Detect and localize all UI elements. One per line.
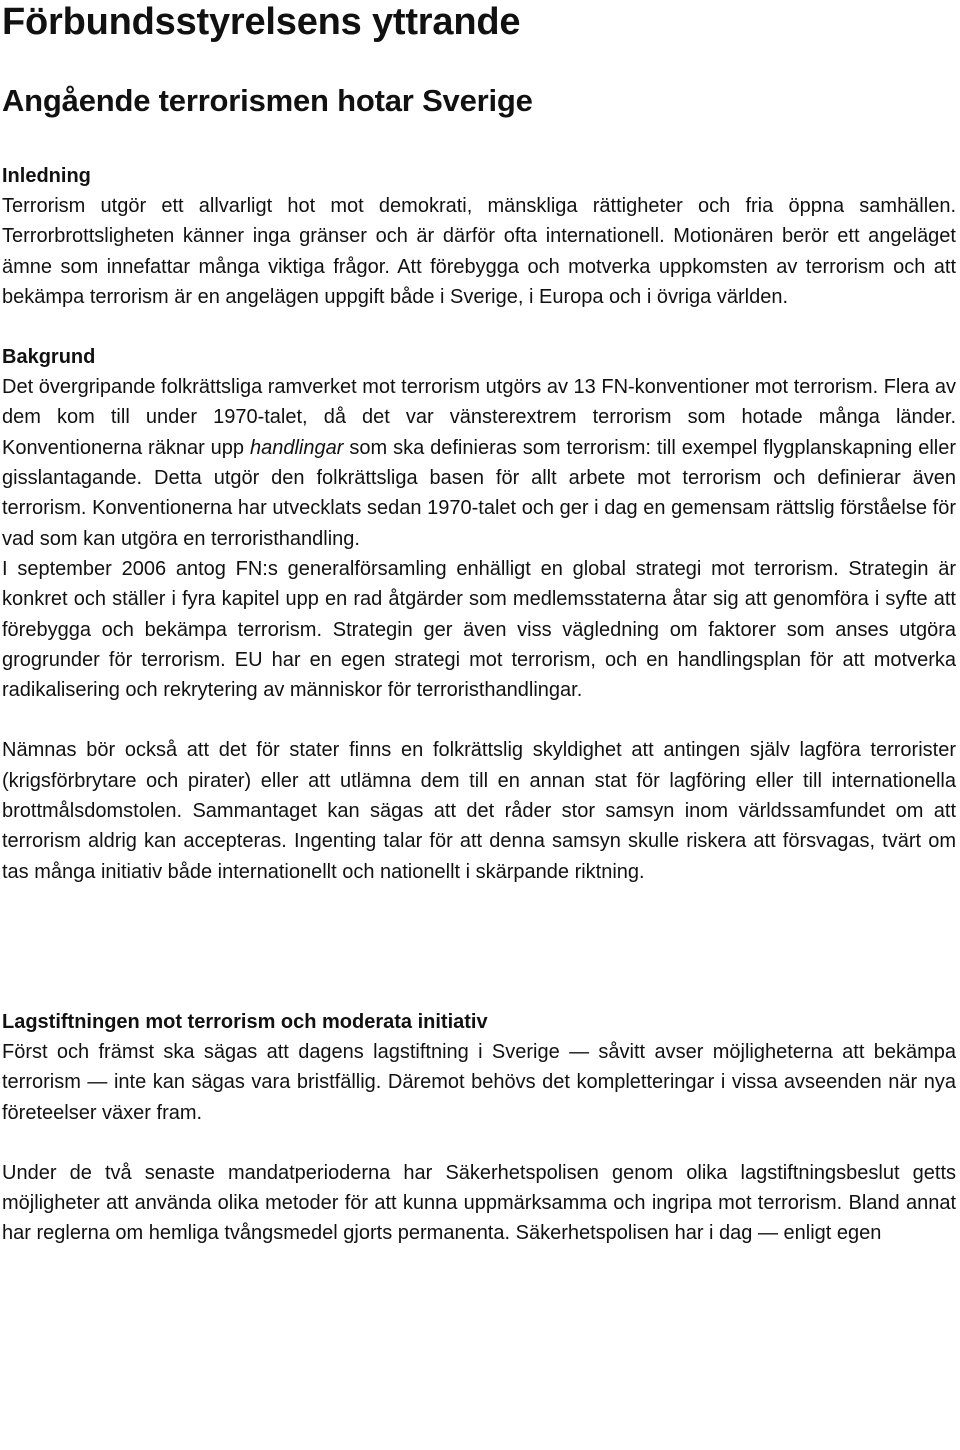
paragraph-bakgrund-1-part2: som ska definieras som terrorism: till exempel flygplanskapning eller gisslantagande. Detta utgör den folkrättsliga basen för allt arbete mot terrorism och definierar även terrorism. Konventionerna har utvecklats sedan 1970-talet och ger i dag en gemensam rättslig förståelse för vad som kan utgöra en terroristhandling. [2, 436, 956, 550]
section-heading-inledning: Inledning [2, 165, 91, 187]
section-heading-bakgrund: Bakgrund [2, 346, 96, 369]
section-inledning [2, 161, 956, 312]
paragraph-inledning: Terrorism utgör ett allvarligt hot mot demokrati, mänskliga rättigheter och fria öppna samhällen. Terrorbrottsligheten känner inga gränser och är därför ofta internationell. Motionären berör ett angeläget ämne som innefattar många viktiga frågor. Att förebygga och motverka uppkomsten av terrorism och att bekämpa terrorism är en angelägen uppgift både i Sverige, i Europa och i övriga världen. [2, 195, 956, 308]
section-bakgrund [2, 342, 956, 887]
paragraph-bakgrund-1-part1: Det övergripande folkrättsliga ramverket mot terrorism utgörs av 13 FN-konventioner mot terrorism. Flera av dem kom till under 1970-talet, då det var vänsterextrem terrorism som hotade många länder. Konventionerna räknar upp [2, 376, 956, 459]
section-heading-lagstiftningen: Lagstiftningen mot terrorism och moderata initiativ [2, 1010, 488, 1033]
page-subtitle: Angående terrorismen hotar Sverige [2, 83, 533, 118]
emphasis-handlingar: handlingar [249, 436, 344, 459]
paragraph-bakgrund-3: Nämnas bör också att det för stater finns en folkrättslig skyldighet att antingen själv lagföra terrorister (krigsförbrytare och pirater) eller att utlämna dem till en annan stat för lagföring eller till internationella brottmålsdomstolen. Sammantaget kan sägas att det råder stor samsyn inom världssamfundet om att terrorism aldrig kan accepteras. Ingenting talar för att denna samsyn skulle riskera att försvagas, tvärt om tas många initiativ både internationellt och nationellt i skärpande riktning. [2, 739, 956, 883]
page-title: Förbundsstyrelsens yttrande [2, 1, 521, 43]
section-lagstiftningen [2, 1007, 956, 1249]
paragraph-lagstiftningen-2: Under de två senaste mandatperioderna har Säkerhetspolisen genom olika lagstiftningsbeslut getts möjligheter att använda olika metoder för att kunna uppmärksamma och ingripa mot terrorism. Bland annat har reglerna om hemliga tvångsmedel gjorts permanenta. Säkerhetspolisen har i dag — enligt egen [2, 1161, 956, 1245]
paragraph-lagstiftningen-1: Först och främst ska sägas att dagens lagstiftning i Sverige — såvitt avser möjligheterna att bekämpa terrorism — inte kan sägas vara bristfällig. Däremot behövs det kompletteringar i vissa avseenden när nya företeelser växer fram. [2, 1040, 956, 1124]
paragraph-bakgrund-1 [2, 372, 956, 554]
paragraph-bakgrund-2: I september 2006 antog FN:s generalförsamling enhälligt en global strategi mot terrorism. Strategin är konkret och ställer i fyra kapitel upp en rad åtgärder som medlemsstaterna åtar sig att genomföra i syfte att förebygga och bekämpa terrorism. Strategin ger även viss vägledning om faktorer som anses utgöra grogrunder för terrorism. EU har en egen strategi mot terrorism, och en handlingsplan för att motverka radikalisering och rekrytering av människor för terroristhandlingar. [2, 557, 956, 702]
